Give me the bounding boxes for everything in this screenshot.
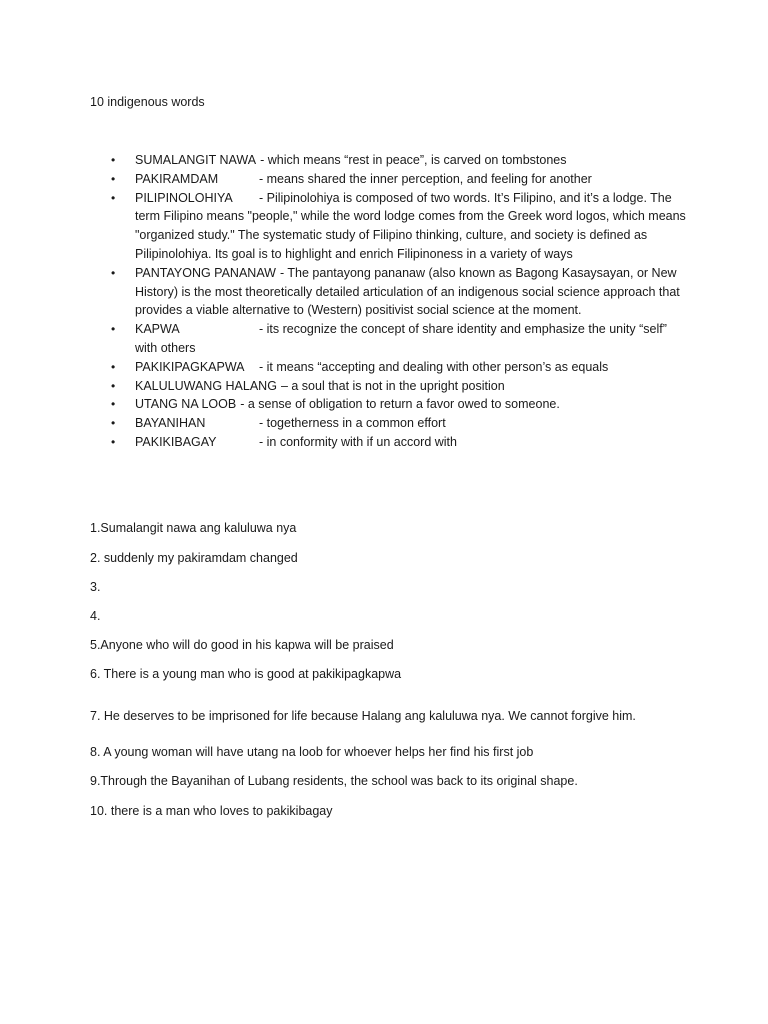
list-item <box>90 433 690 452</box>
term-definition: - togetherness in a common effort <box>259 416 446 431</box>
example-sentence: 8. A young woman will have utang na loob for whoever helps her find his first job <box>90 745 534 759</box>
list-item <box>90 414 690 433</box>
term-label: SUMALANGIT NAWA <box>135 153 257 167</box>
example-sentence: 4. <box>90 609 101 623</box>
document-title: 10 indigenous words <box>90 95 205 109</box>
term-definition: - means shared the inner perception, and feeling for another <box>259 171 592 186</box>
bullet-icon: • <box>111 153 116 167</box>
bullet-icon: • <box>111 359 116 374</box>
bullet-icon: • <box>111 322 116 337</box>
term-label: KALULUWANG HALANG <box>135 378 277 393</box>
term-label: PANTAYONG PANANAW <box>135 265 276 280</box>
bullet-icon: • <box>111 378 116 393</box>
indigenous-words-list <box>90 151 690 452</box>
term-definition: - it means “accepting and dealing with other person’s as equals <box>259 359 609 374</box>
bullet-icon: • <box>111 397 116 412</box>
term-definition: – a soul that is not in the upright position <box>280 378 505 393</box>
term-label: PAKIKIPAGKAPWA <box>135 359 245 374</box>
term-definition: - The pantayong pananaw (also known as Bagong Kasaysayan, or New History) is the most theoretically detailed articulation of an indigenous social science approach that provides a viable alternative to (Western) positivist social science at the moment. <box>135 265 680 318</box>
example-sentence: 6. There is a young man who is good at pakikipagkapwa <box>90 667 402 681</box>
term-definition: - which means “rest in peace”, is carved on tombstones <box>260 153 567 167</box>
term-definition: - its recognize the concept of share identity and emphasize the unity “self” with others <box>135 322 667 355</box>
list-item <box>90 189 690 264</box>
bullet-icon: • <box>111 416 116 431</box>
list-item <box>90 377 690 396</box>
term-label: PAKIRAMDAM <box>135 171 219 186</box>
list-item <box>90 395 690 414</box>
example-sentence: 3. <box>90 580 101 594</box>
term-definition: - a sense of obligation to return a favor owed to someone. <box>240 397 560 412</box>
example-sentence: 9.Through the Bayanihan of Lubang residents, the school was back to its original shape. <box>90 774 578 788</box>
bullet-icon: • <box>111 265 116 280</box>
list-item <box>90 264 690 320</box>
term-definition: - Pilipinolohiya is composed of two words. It’s Filipino, and it’s a lodge. The term Filipino means "people," while the word lodge comes from the Greek word logos, which means "organized study." The systematic study of Filipino thinking, culture, and society is defined as Pilipinolohiya. Its goal is to highlight and enrich Filipinoness in a variety of ways <box>135 190 686 261</box>
list-item <box>90 358 690 377</box>
term-label: PILIPINOLOHIYA <box>135 190 233 205</box>
term-label: BAYANIHAN <box>135 416 206 431</box>
term-label: PAKIKIBAGAY <box>135 434 217 449</box>
example-sentence: 2. suddenly my pakiramdam changed <box>90 551 298 565</box>
example-sentence: 7. He deserves to be imprisoned for life because Halang ang kaluluwa nya. We cannot forgive him. <box>90 709 636 723</box>
example-sentence: 10. there is a man who loves to pakikibagay <box>90 804 333 818</box>
list-item <box>90 320 690 358</box>
bullet-icon: • <box>111 171 116 186</box>
list-item <box>90 170 690 189</box>
example-sentence: 5.Anyone who will do good in his kapwa will be praised <box>90 638 394 652</box>
term-definition: - in conformity with if un accord with <box>259 434 457 449</box>
bullet-icon: • <box>111 190 116 205</box>
example-sentence: 1.Sumalangit nawa ang kaluluwa nya <box>90 521 297 535</box>
term-label: UTANG NA LOOB <box>135 397 237 412</box>
list-item <box>90 151 690 170</box>
term-label: KAPWA <box>135 322 180 337</box>
bullet-icon: • <box>111 434 116 449</box>
